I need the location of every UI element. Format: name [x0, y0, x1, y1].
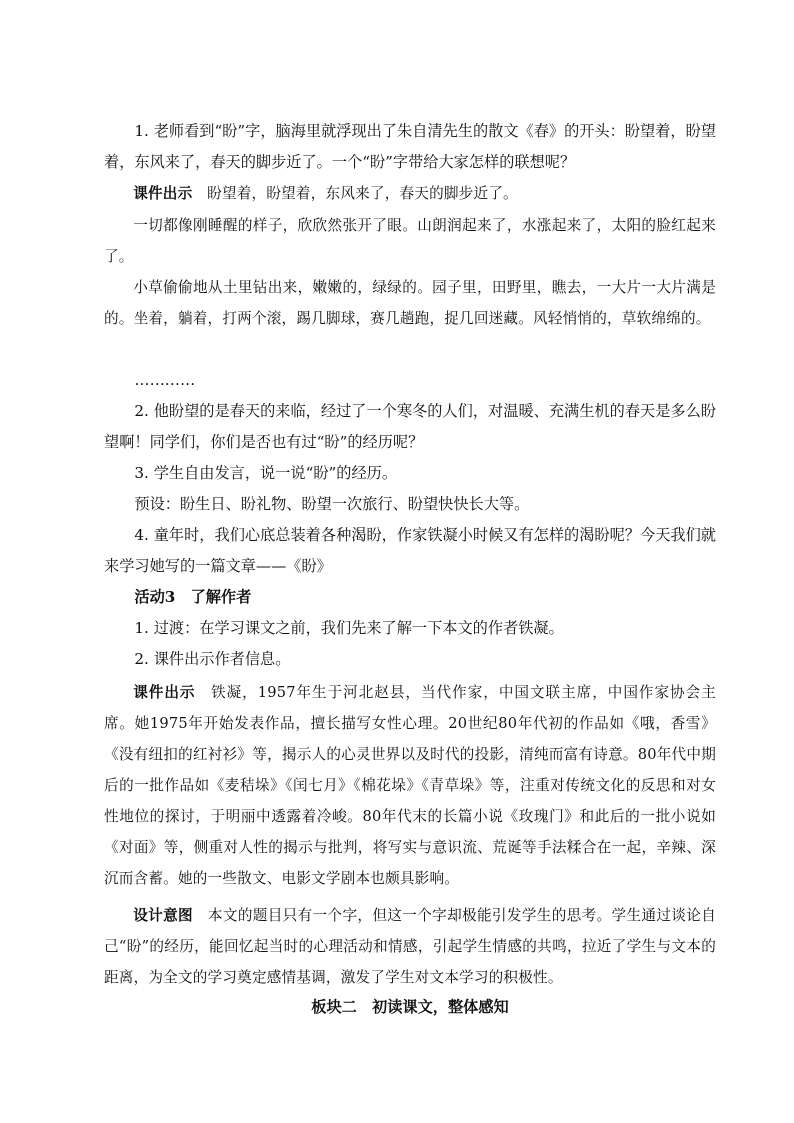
- paragraph-2: 课件出示 盼望着，盼望着，东风来了，春天的脚步近了。: [133, 185, 518, 202]
- paragraph-8: 预设：盼生日、盼礼物、盼望一次旅行、盼望快快长大等。: [134, 495, 530, 513]
- courseware-label: 课件出示: [133, 185, 193, 202]
- paragraph-6: 2. 他盼望的是春天的来临，经过了一个寒冬的人们，对温暖、充满生机的春天是多么盼望啊！同学们，你们是否也有过“盼”的经历呢？: [104, 402, 716, 451]
- paragraph-9: 4. 童年时，我们心底总装着各种渴盼，作家铁凝小时候又有怎样的渴盼呢？今天我们就来学习她写的一篇文章——《盼》: [104, 526, 716, 575]
- courseware-label: 课件出示: [133, 684, 196, 701]
- ellipsis-line: …………: [134, 371, 196, 389]
- paragraph-3: 一切都像刚睡醒的样子，欣欣然张开了眼。山朗润起来了，水涨起来了，太阳的脸红起来了。: [104, 217, 716, 265]
- activity-3-heading: 活动3 了解作者: [134, 588, 252, 606]
- paragraph-1: 1. 老师看到“盼”字，脑海里就浮现出了朱自清先生的散文《春》的开头：盼望着，盼望着，东风来了，春天的脚步近了。一个“盼”字带给大家怎样的联想呢？: [104, 122, 716, 171]
- paragraph-7: 3. 学生自由发言，说一说“盼”的经历。: [134, 464, 398, 482]
- section-2-heading: 板块二 初读课文，整体感知: [311, 998, 509, 1016]
- paragraph-12: 2. 课件出示作者信息。: [134, 650, 291, 668]
- design-intent-label: 设计意图: [133, 907, 193, 924]
- paragraph-4: 小草偷偷地从土里钻出来，嫩嫩的，绿绿的。园子里，田野里，瞧去，一大片一大片满是的。坐着，躺着，打两个滚，踢几脚球，赛几趟跑，捉几回迷藏。风轻悄悄的，草软绵绵的。: [104, 279, 716, 327]
- author-info-paragraph: 课件出示 铁凝，1957年生于河北赵县，当代作家，中国文联主席，中国作家协会主席。她1975年开始发表作品，擅长描写女性心理。20世纪80年代初的作品如《哦，香雪》《没有纽扣的红衬衫》等，揭示人的心灵世界以及时代的投影，清纯而富有诗意。80年代中期后的一批作品如《麦秸垛》《闰七月》《棉花垛》《青草垛》等，注重对传统文化的反思和对女性地位的探讨，于明丽中透露着冷峻。80年代末的长篇小说《玫瑰门》和此后的一批小说如《对面》等，侧重对人性的揭示与批判，将写实与意识流、荒诞等手法糅合在一起，辛辣、深沉而含蓄。她的一些散文、电影文学剧本也颇具影响。: [104, 684, 716, 887]
- design-intent-paragraph: 设计意图 本文的题目只有一个字，但这一个字却极能引发学生的思考。学生通过谈论自己“盼”的经历，能回忆起当时的心理活动和情感，引起学生情感的共鸣，拉近了学生与文本的距离，为全文的学习奠定感情基调，激发了学生对文本学习的积极性。: [104, 907, 716, 986]
- paragraph-11: 1. 过渡：在学习课文之前，我们先来了解一下本文的作者铁凝。: [134, 619, 564, 637]
